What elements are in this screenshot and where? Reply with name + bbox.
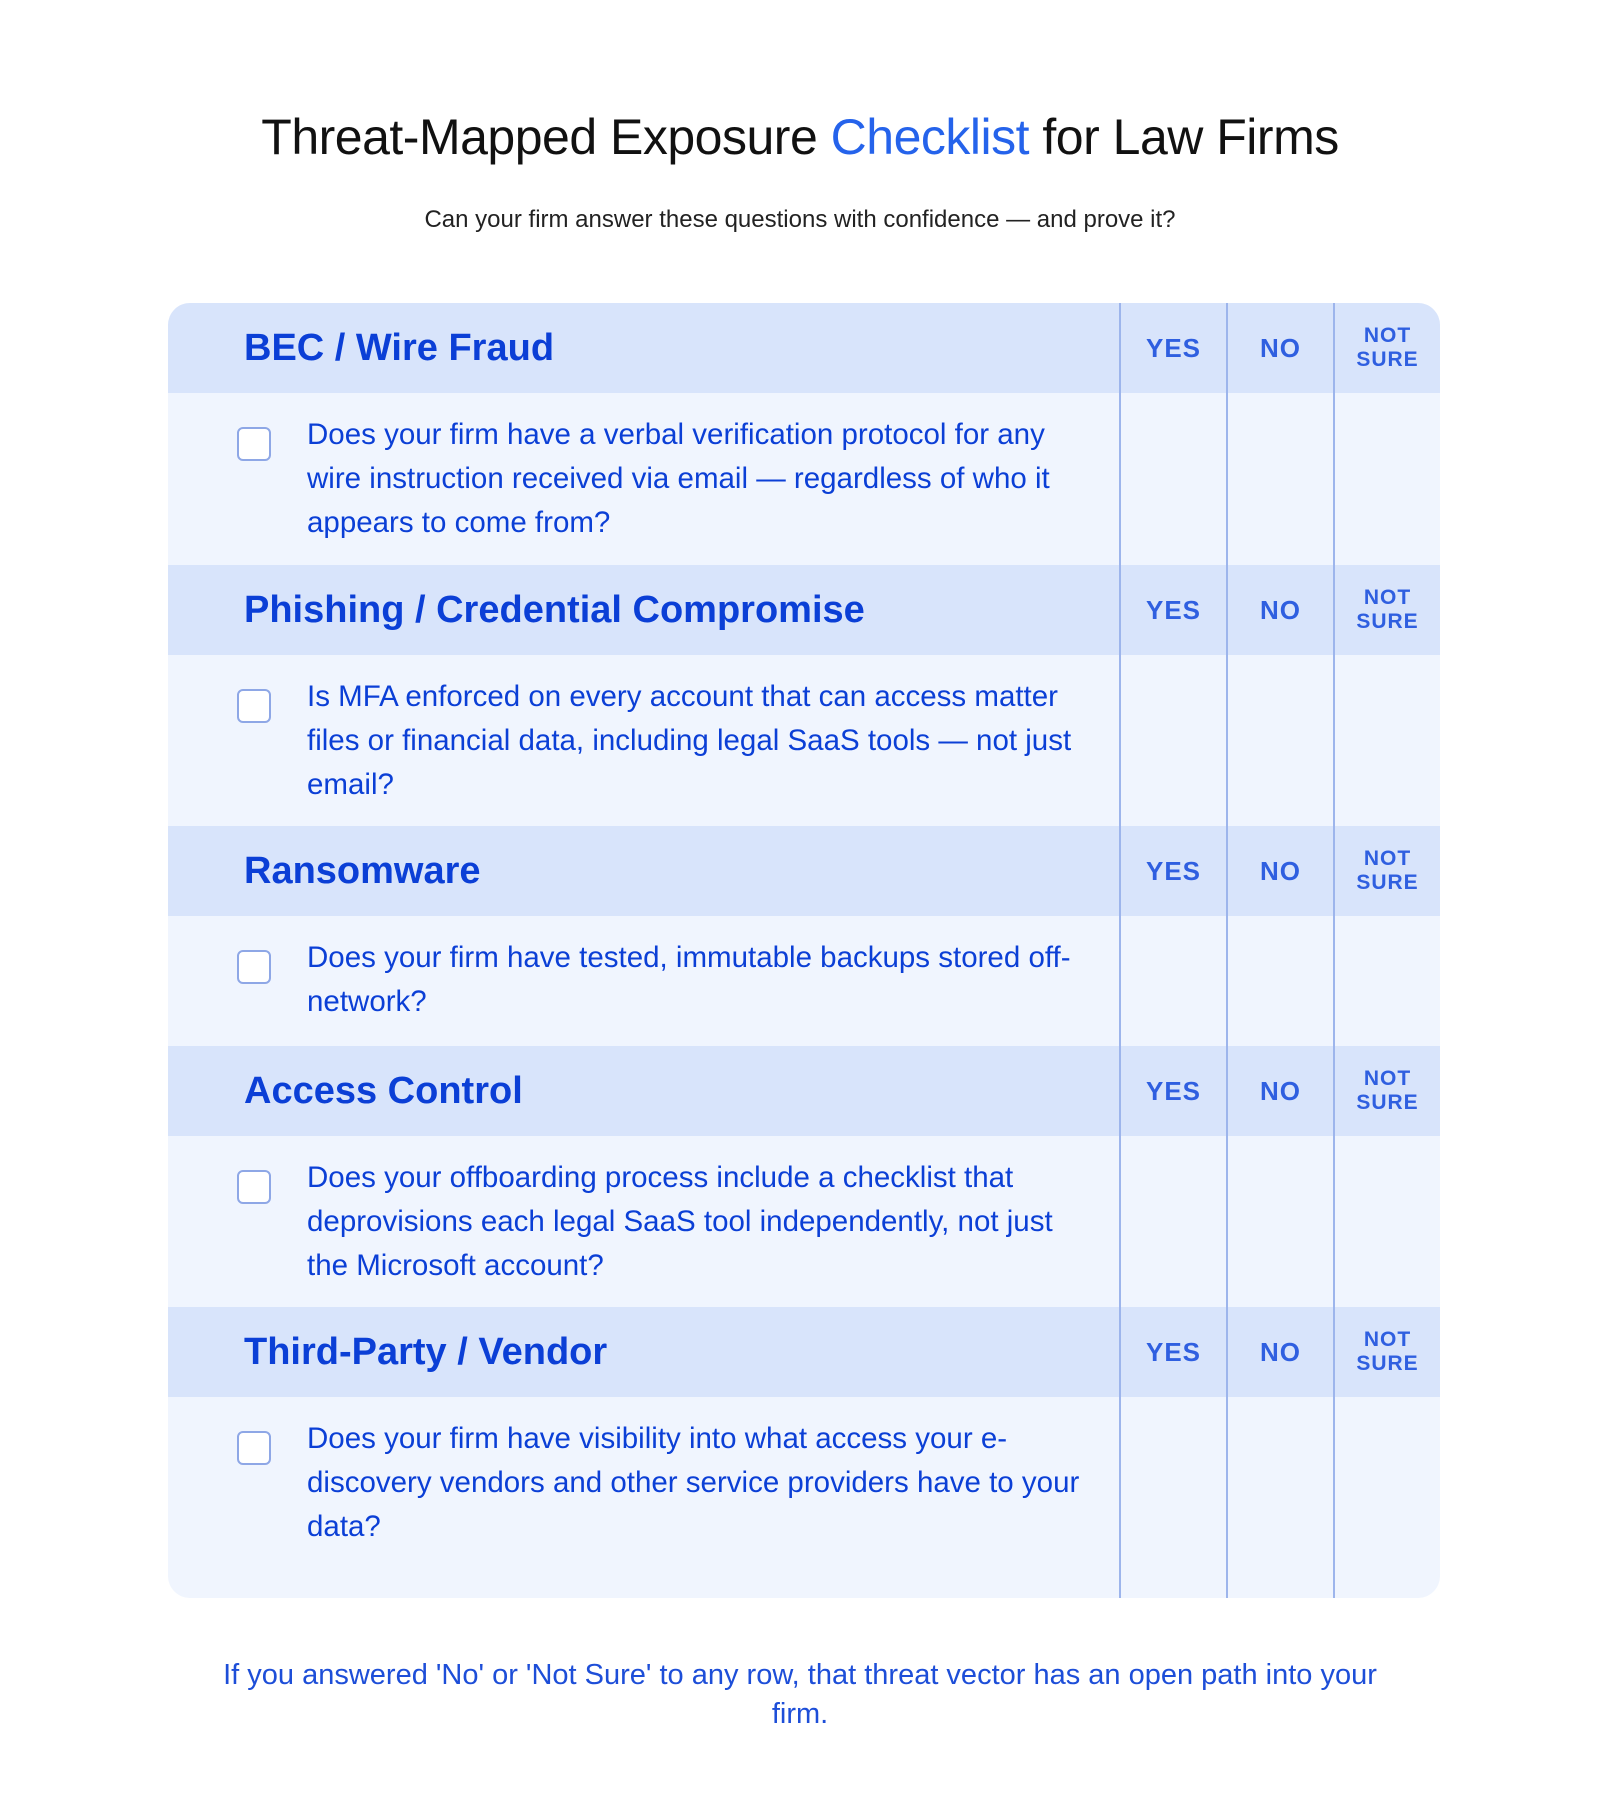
checklist-card [168,303,1440,1598]
section-header [168,1046,1440,1136]
column-divider-no [1226,303,1228,1598]
section-header [168,303,1440,393]
column-no-label: NO [1260,332,1301,363]
column-no-label: NO [1260,855,1301,886]
column-no-label: NO [1260,1075,1301,1106]
section-title: Third-Party / Vendor [244,1331,608,1373]
column-yes-label: YES [1145,1336,1202,1367]
not-sure-line2: SURE [1356,348,1419,371]
column-not-sure-label [1334,303,1440,393]
footer-note: If you answered 'No' or 'Not Sure' to any row, that threat vector has an open path into your firm. [223,1659,1377,1730]
question-text: Is MFA enforced on every account that can access matter files or financial data, including legal SaaS tools — not just email? [307,680,1072,801]
page-title [0,108,1600,166]
column-yes-label: YES [1145,594,1202,625]
section-title: BEC / Wire Fraud [244,327,555,369]
column-yes-label: YES [1145,855,1202,886]
column-not-sure-label [1334,1307,1440,1397]
not-sure-line1: NOT [1363,324,1412,347]
column-not-sure-label [1334,1046,1440,1136]
column-no-label: NO [1260,594,1301,625]
section-title: Access Control [244,1070,523,1112]
column-not-sure-label [1334,565,1440,655]
question-checkbox[interactable] [237,689,271,723]
not-sure-line2: SURE [1356,1352,1419,1375]
title-accent-text: Checklist [830,109,1029,165]
column-yes-label: YES [1145,1075,1202,1106]
not-sure-line2: SURE [1356,1091,1419,1114]
section-title: Phishing / Credential Compromise [244,589,865,631]
not-sure-line1: NOT [1363,847,1412,870]
not-sure-line1: NOT [1363,586,1412,609]
column-yes-label: YES [1145,332,1202,363]
column-not-sure-label [1334,826,1440,916]
question-checkbox[interactable] [237,950,271,984]
title-text-after: for Law Firms [1042,109,1339,165]
not-sure-line2: SURE [1356,610,1419,633]
question-checkbox[interactable] [237,1431,271,1465]
not-sure-line2: SURE [1356,871,1419,894]
not-sure-line1: NOT [1363,1328,1412,1351]
section-header [168,826,1440,916]
section-header [168,565,1440,655]
question-text: Does your firm have tested, immutable backups stored off-network? [307,941,1071,1018]
question-text: Does your offboarding process include a checklist that deprovisions each legal SaaS tool independently, not just the Microsoft account? [307,1161,1053,1282]
page-subtitle: Can your firm answer these questions with confidence — and prove it? [424,206,1176,233]
column-no-label: NO [1260,1336,1301,1367]
title-text-before: Threat-Mapped Exposure [261,109,818,165]
question-text: Does your firm have visibility into what access your e-discovery vendors and other service providers have to your data? [307,1422,1080,1543]
section-header [168,1307,1440,1397]
question-text: Does your firm have a verbal verification protocol for any wire instruction received via email — regardless of who it appears to come from? [307,418,1050,539]
question-checkbox[interactable] [237,1170,271,1204]
column-divider-not-sure [1333,303,1335,1598]
section-title: Ransomware [244,850,481,892]
question-checkbox[interactable] [237,427,271,461]
column-divider-yes [1119,303,1121,1598]
not-sure-line1: NOT [1363,1067,1412,1090]
